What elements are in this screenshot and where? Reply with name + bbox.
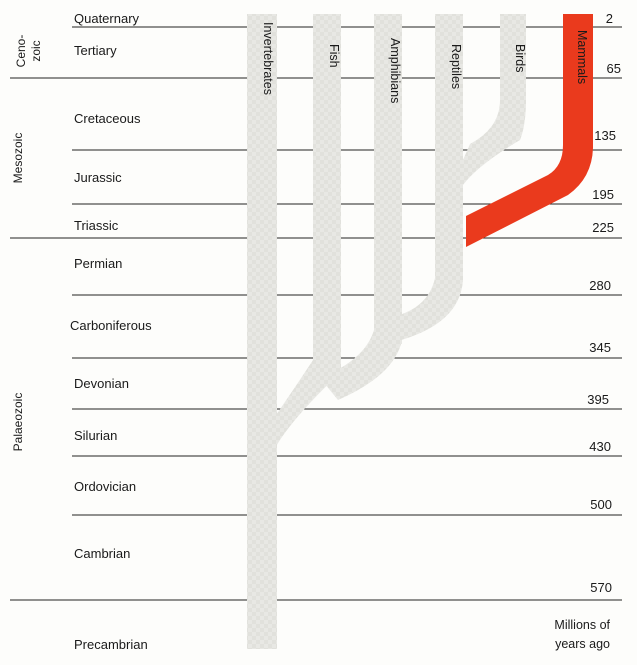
- age-label: 430: [589, 439, 611, 454]
- period-permian: Permian: [74, 256, 123, 271]
- group-invertebrates: Invertebrates: [261, 22, 275, 95]
- age-label: 225: [592, 220, 614, 235]
- group-mammals: Mammals: [575, 30, 589, 85]
- period-cretaceous: Cretaceous: [74, 111, 141, 126]
- age-label: 2: [605, 11, 613, 26]
- age-label: 135: [594, 128, 616, 143]
- branch-mammals: [466, 14, 593, 247]
- unit-label-line2: years ago: [555, 637, 610, 651]
- period-jurassic: Jurassic: [74, 170, 122, 185]
- period-devonian: Devonian: [74, 376, 129, 391]
- age-label: 195: [592, 187, 614, 202]
- group-fish: Fish: [327, 44, 341, 68]
- period-carboniferous: Carboniferous: [70, 318, 152, 333]
- age-label: 345: [589, 340, 611, 355]
- era-cenozoic-line1: Ceno-: [14, 34, 28, 68]
- era-cenozoic-line2: zoic: [29, 40, 43, 62]
- period-ordovician: Ordovician: [74, 479, 137, 494]
- era-palaeozoic: Palaeozoic: [11, 392, 25, 452]
- branch-fish: [313, 14, 341, 372]
- age-label: 280: [589, 278, 611, 293]
- period-triassic: Triassic: [74, 218, 119, 233]
- group-reptiles: Reptiles: [449, 44, 463, 90]
- age-label: 570: [590, 580, 612, 595]
- period-silurian: Silurian: [74, 428, 118, 443]
- age-label: 65: [606, 61, 621, 76]
- branches: [247, 14, 526, 649]
- age-label: 395: [587, 392, 609, 407]
- period-tertiary: Tertiary: [74, 43, 117, 58]
- period-precambrian: Precambrian: [74, 637, 148, 652]
- era-mesozoic: Mesozoic: [11, 132, 25, 184]
- unit-label-line1: Millions of: [554, 618, 610, 632]
- group-amphibians: Amphibians: [388, 38, 402, 104]
- period-quaternary: Quaternary: [74, 11, 140, 26]
- period-cambrian: Cambrian: [74, 546, 131, 561]
- branch-invertebrates: [247, 14, 277, 649]
- age-label: 500: [590, 497, 612, 512]
- group-birds: Birds: [513, 44, 527, 73]
- branch-birds-link: [463, 100, 526, 185]
